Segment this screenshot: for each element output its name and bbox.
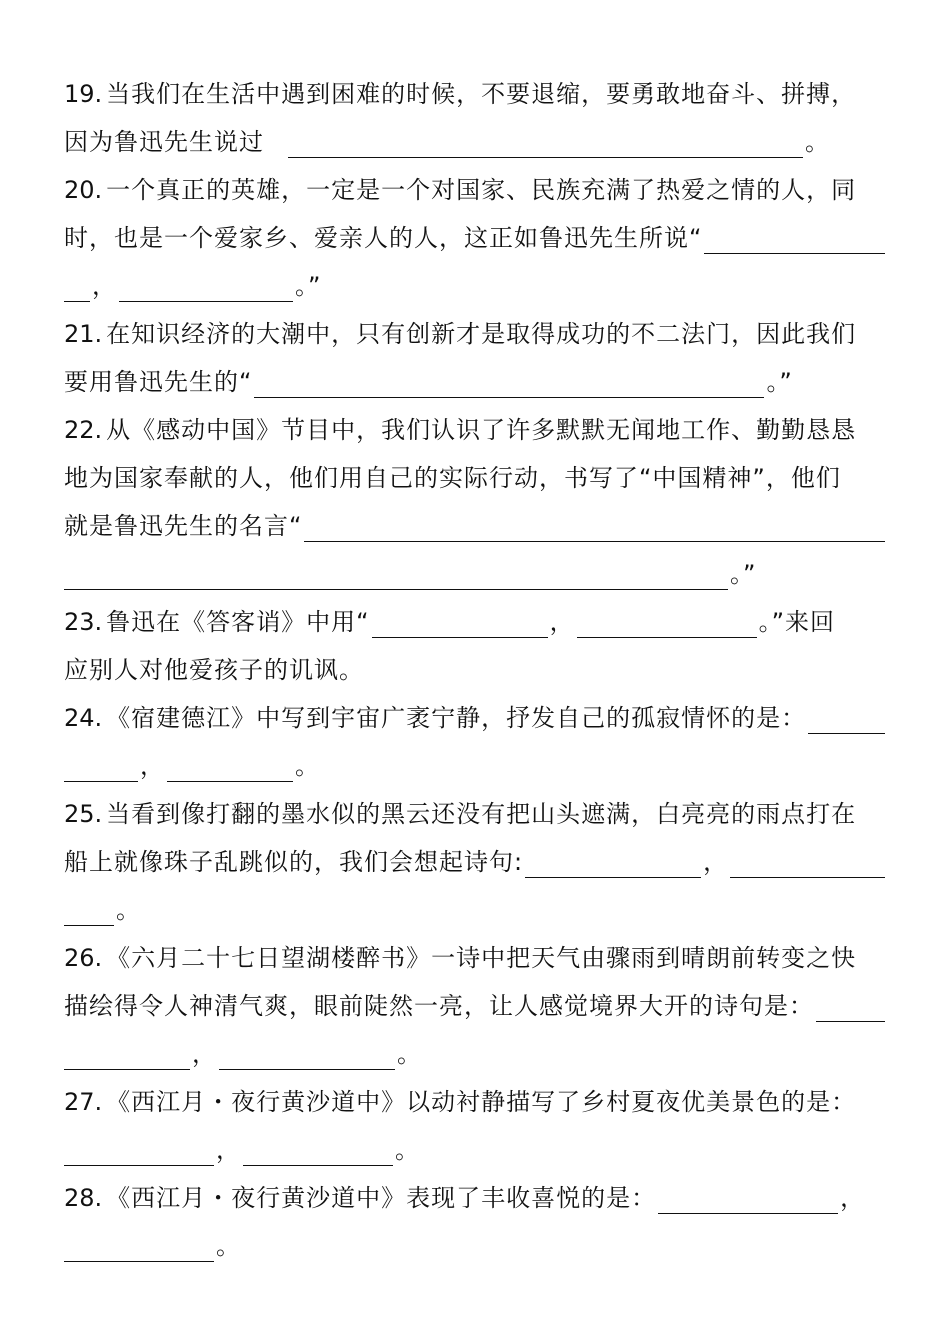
punctuation: ， [549, 608, 575, 636]
question-20 [64, 166, 887, 214]
question-text: 时，也是一个爱家乡、爱亲人的人，这正如鲁迅先生所说“ [64, 224, 703, 252]
answer-blank[interactable] [525, 847, 701, 878]
answer-blank[interactable] [64, 1231, 214, 1262]
question-21-line-2 [64, 358, 887, 406]
answer-blank[interactable] [730, 847, 885, 878]
question-text: 当看到像打翻的墨水似的黑云还没有把山头遮满，白亮亮的雨点打在 [106, 800, 857, 828]
question-number: 28. [64, 1184, 103, 1212]
punctuation: ， [840, 1184, 866, 1212]
question-22-line-3 [64, 502, 887, 550]
question-text: 一个真正的英雄，一定是一个对国家、民族充满了热爱之情的人，同 [106, 176, 857, 204]
question-25 [64, 790, 887, 838]
answer-blank[interactable] [64, 751, 138, 782]
question-28 [64, 1174, 887, 1222]
punctuation: 。 [395, 1136, 420, 1164]
question-23-line-2 [64, 646, 887, 694]
question-text: 就是鲁迅先生的名言“ [64, 512, 303, 540]
question-27-line-2 [64, 1126, 887, 1174]
question-text: 当我们在生活中遇到困难的时候，不要退缩，要勇敢地奋斗、拼搏， [106, 80, 857, 108]
question-text: 船上就像珠子乱跳似的，我们会想起诗句: [64, 848, 524, 876]
question-text: 《六月二十七日望湖楼醉书》一诗中把天气由骤雨到晴朗前转变之快 [106, 944, 857, 972]
answer-blank[interactable] [254, 367, 764, 398]
answer-blank[interactable] [64, 1135, 214, 1166]
answer-blank[interactable] [243, 1135, 393, 1166]
answer-blank[interactable] [119, 271, 293, 302]
question-number: 26. [64, 944, 103, 972]
question-text: 《宿建德江》中写到宇宙广袤宁静，抒发自己的孤寂情怀的是： [106, 704, 807, 732]
question-25-line-3 [64, 886, 887, 934]
answer-blank[interactable] [577, 607, 757, 638]
answer-blank[interactable] [808, 703, 885, 734]
punctuation: 。” [730, 560, 757, 588]
question-number: 25. [64, 800, 103, 828]
question-28-line-2 [64, 1222, 887, 1270]
question-text: 描绘得令人神清气爽，眼前陡然一亮，让人感觉境界大开的诗句是： [64, 992, 814, 1020]
answer-blank[interactable] [304, 511, 885, 542]
punctuation: 。 [397, 1040, 422, 1068]
question-27 [64, 1078, 887, 1126]
question-number: 20. [64, 176, 103, 204]
question-20-line-3 [64, 262, 887, 310]
punctuation: ， [192, 1040, 217, 1068]
punctuation: 。 [805, 128, 830, 156]
answer-blank[interactable] [288, 127, 803, 158]
punctuation: 。” [766, 368, 793, 396]
question-text: 在知识经济的大潮中，只有创新才是取得成功的不二法门，因此我们 [106, 320, 857, 348]
punctuation: 。” [295, 272, 322, 300]
answer-blank[interactable] [816, 991, 885, 1022]
punctuation: ， [703, 848, 729, 876]
question-26-line-3 [64, 1030, 887, 1078]
question-22-line-4 [64, 550, 887, 598]
question-text: 应别人对他爱孩子的讥讽。 [64, 656, 364, 684]
question-19-line-2 [64, 118, 887, 166]
question-24-line-2 [64, 742, 887, 790]
answer-blank[interactable] [704, 223, 885, 254]
question-text: 从《感动中国》节目中，我们认识了许多默默无闻地工作、勤勤恳恳 [106, 416, 857, 444]
question-text: 《西江月・夜行黄沙道中》表现了丰收喜悦的是： [106, 1184, 657, 1212]
question-number: 27. [64, 1088, 103, 1116]
question-26 [64, 934, 887, 982]
question-text: 。”来回 [758, 608, 836, 636]
answer-blank[interactable] [64, 895, 114, 926]
question-text: 鲁迅在《答客诮》中用“ [106, 608, 370, 636]
answer-blank[interactable] [64, 271, 90, 302]
answer-blank[interactable] [219, 1039, 395, 1070]
question-text: 要用鲁迅先生的“ [64, 368, 253, 396]
answer-blank[interactable] [372, 607, 548, 638]
question-21 [64, 310, 887, 358]
answer-blank[interactable] [64, 1039, 190, 1070]
punctuation: ， [92, 272, 117, 300]
question-text: 地为国家奉献的人，他们用自己的实际行动，书写了“中国精神”，他们 [64, 464, 841, 492]
question-number: 22. [64, 416, 103, 444]
question-text: 因为鲁迅先生说过 [64, 128, 264, 156]
question-19 [64, 70, 887, 118]
question-22 [64, 406, 887, 454]
question-text: 《西江月・夜行黄沙道中》以动衬静描写了乡村夏夜优美景色的是： [106, 1088, 857, 1116]
answer-blank[interactable] [64, 559, 728, 590]
question-number: 21. [64, 320, 103, 348]
question-23 [64, 598, 887, 646]
question-24 [64, 694, 887, 742]
answer-blank[interactable] [167, 751, 293, 782]
punctuation: ， [216, 1136, 241, 1164]
question-22-line-2 [64, 454, 887, 502]
punctuation: 。 [295, 752, 320, 780]
question-number: 24. [64, 704, 103, 732]
punctuation: ， [140, 752, 165, 780]
question-number: 19. [64, 80, 103, 108]
question-25-line-2 [64, 838, 887, 886]
punctuation: 。 [116, 896, 141, 924]
punctuation: 。 [216, 1232, 241, 1260]
question-20-line-2 [64, 214, 887, 262]
question-26-line-2 [64, 982, 887, 1030]
question-number: 23. [64, 608, 103, 636]
answer-blank[interactable] [658, 1183, 838, 1214]
